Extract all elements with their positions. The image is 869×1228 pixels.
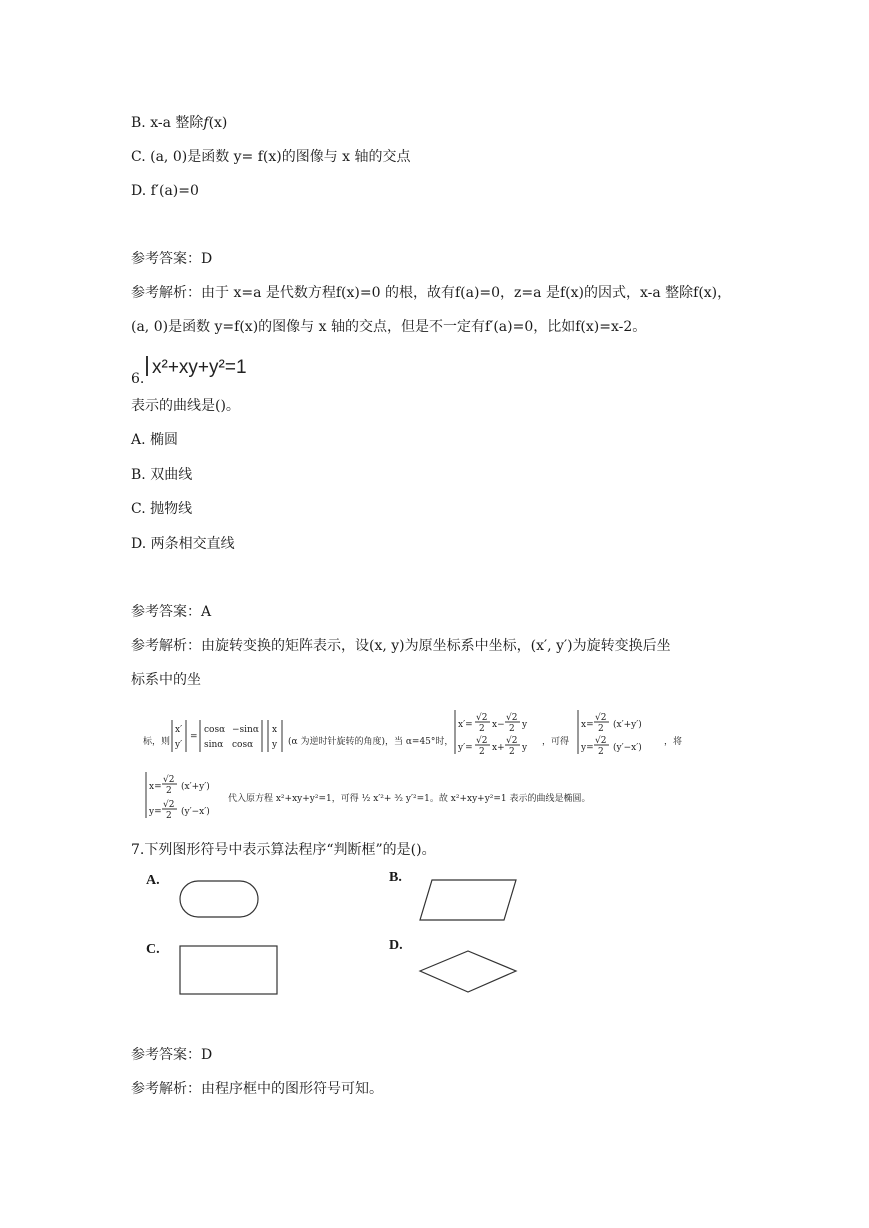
substitution-figure-2 — [575, 708, 675, 758]
svg-text:2: 2 — [598, 724, 604, 734]
svg-text:y: y — [522, 720, 528, 730]
q6-option-b: B. 双曲线 — [131, 467, 193, 483]
svg-text:√2: √2 — [476, 736, 488, 746]
svg-text:x−: x− — [492, 720, 505, 730]
svg-text:y: y — [522, 743, 528, 753]
svg-text:√2: √2 — [595, 713, 607, 723]
svg-text:√2: √2 — [163, 800, 175, 810]
q6-option-d: D. 两条相交直线 — [131, 536, 235, 552]
svg-text:cosα: cosα — [232, 740, 254, 750]
q6-number: 6. — [131, 371, 145, 387]
q6-option-a: A. 椭圆 — [131, 432, 179, 448]
q5-analysis-line2: (a, 0)是函数 y=f(x)的图像与 x 轴的交点，但是不一定有f′(a)=0，比如f(x)=x-2。 — [131, 319, 647, 335]
q7-analysis: 参考解析：由程序框中的图形符号可知。 — [131, 1081, 383, 1097]
svg-text:x=: x= — [149, 782, 162, 792]
q5-answer: 参考答案：D — [131, 251, 213, 267]
q6-answer: 参考答案：A — [131, 604, 212, 620]
svg-text:=: = — [190, 732, 198, 742]
q7-label-a: A. — [146, 873, 160, 888]
svg-text:2: 2 — [509, 747, 515, 757]
svg-text:cosα: cosα — [204, 725, 226, 735]
q6-stem: 表示的曲线是()。 — [131, 398, 240, 414]
svg-text:x+: x+ — [492, 743, 505, 753]
svg-text:√2: √2 — [476, 713, 488, 723]
svg-text:−sinα: −sinα — [232, 725, 259, 735]
svg-text:(y′−x′): (y′−x′) — [613, 743, 642, 753]
q7-label-c: C. — [146, 942, 160, 957]
diamond-shape — [418, 948, 520, 996]
svg-text:2: 2 — [479, 747, 485, 757]
q6-equation-image: x²+xy+y²=1 — [146, 356, 247, 379]
parallelogram-shape — [418, 876, 520, 924]
svg-text:2: 2 — [166, 786, 172, 796]
rectangle-shape — [177, 943, 281, 997]
svg-text:(x′+y′): (x′+y′) — [181, 782, 210, 792]
svg-text:2: 2 — [509, 724, 515, 734]
svg-text:y: y — [272, 740, 278, 750]
svg-text:√2: √2 — [163, 775, 175, 785]
svg-text:2: 2 — [166, 811, 172, 821]
svg-text:y′=: y′= — [458, 743, 473, 753]
svg-text:2: 2 — [598, 747, 604, 757]
q7-answer: 参考答案：D — [131, 1047, 213, 1063]
svg-text:x′: x′ — [175, 725, 183, 735]
q5-analysis-line1: 参考解析：由于 x=a 是代数方程f(x)=0 的根，故有f(a)=0，z=a 是f(x)的因式，x-a 整除f(x)， — [131, 285, 732, 301]
svg-text:y′: y′ — [175, 740, 183, 750]
q5-option-b: B. x-a 整除f(x) — [131, 115, 228, 131]
svg-text:y=: y= — [581, 743, 594, 753]
q6-analysis-line2: 标系中的坐 — [131, 672, 201, 688]
svg-text:x=: x= — [581, 720, 594, 730]
rounded-rectangle-shape — [178, 878, 262, 922]
q7-label-d: D. — [389, 938, 403, 953]
svg-text:(x′+y′): (x′+y′) — [613, 720, 642, 730]
svg-text:y=: y= — [149, 807, 162, 817]
q5-option-c: C. (a, 0)是函数 y= f(x)的图像与 x 轴的交点 — [131, 149, 411, 165]
svg-text:√2: √2 — [595, 736, 607, 746]
svg-text:x′=: x′= — [458, 720, 473, 730]
q7-stem: 7.下列图形符号中表示算法程序“判断框”的是()。 — [131, 842, 436, 858]
svg-text:sinα: sinα — [204, 740, 224, 750]
q6-analysis-line1: 参考解析：由旋转变换的矩阵表示，设(x, y)为原坐标系中坐标，(x′, y′)为旋转变换后坐 — [131, 638, 671, 654]
svg-text:√2: √2 — [506, 713, 518, 723]
svg-text:√2: √2 — [506, 736, 518, 746]
q6-option-c: C. 抛物线 — [131, 501, 193, 517]
svg-text:2: 2 — [479, 724, 485, 734]
substitution-figure-1 — [452, 708, 552, 758]
q5-option-d: D. f′(a)=0 — [131, 183, 199, 199]
svg-text:(y′−x′): (y′−x′) — [181, 807, 210, 817]
svg-text:x: x — [272, 725, 278, 735]
q7-label-b: B. — [389, 870, 402, 885]
